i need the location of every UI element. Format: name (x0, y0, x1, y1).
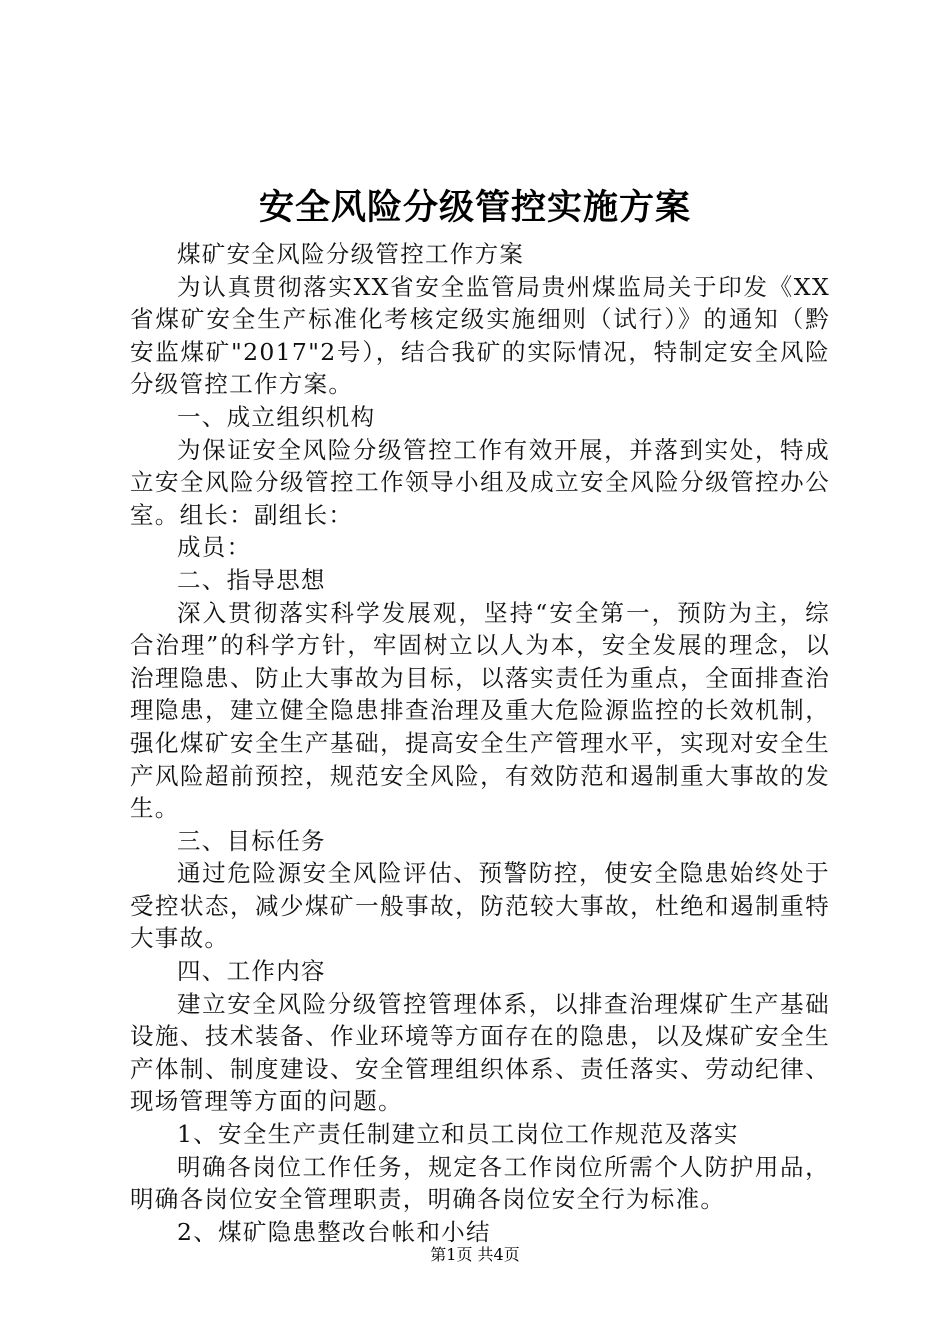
subsection-heading-2: 2、煤矿隐患整改台帐和小结 (177, 1217, 491, 1246)
page-footer: 第1页 共4页 (430, 1245, 520, 1264)
section-heading-2: 二、指导思想 (177, 565, 326, 594)
document-title: 安全风险分级管控实施方案 (258, 187, 691, 228)
paragraph-guiding-thought: 深入贯彻落实科学发展观，坚持“安全第一，预防为主，综合治理”的科学方针，牢固树立以人为本，安全发展的理念，以治理隐患、防止大事故为目标，以落实责任为重点，全面排查治理隐患，建立健全隐患排查治理及重大危险源监控的长效机制，强化煤矿安全生产基础，提高安全生产管理水平，实现对安全生产风险超前预控，规范安全风险，有效防范和遏制重大事故的发生。 (130, 598, 830, 823)
section-heading-3: 三、目标任务 (177, 826, 326, 855)
paragraph-intro: 为认真贯彻落实XX省安全监管局贵州煤监局关于印发《XX省煤矿安全生产标准化考核定级实施细则（试行）》的通知（黔安监煤矿"2017"2号），结合我矿的实际情况，特制定安全风险分级管控工作方案。 (130, 272, 830, 399)
paragraph-goals: 通过危险源安全风险评估、预警防控，使安全隐患始终处于受控状态，减少煤矿一般事故，防范较大事故，杜绝和遏制重特大事故。 (130, 859, 830, 953)
paragraph-members: 成员： (177, 533, 252, 562)
subsection-heading-1: 1、安全生产责任制建立和员工岗位工作规范及落实 (177, 1120, 739, 1149)
section-heading-4: 四、工作内容 (177, 957, 326, 986)
document-body (130, 238, 830, 1248)
paragraph-responsibilities: 明确各岗位工作任务，规定各工作岗位所需个人防护用品，明确各岗位安全管理职责，明确各岗位安全行为标准。 (130, 1152, 830, 1214)
paragraph-organization: 为保证安全风险分级管控工作有效开展，并落到实处，特成立安全风险分级管控工作领导小组及成立安全风险分级管控办公室。组长：副组长： (130, 435, 830, 529)
section-heading-1: 一、成立组织机构 (177, 402, 376, 431)
paragraph-subtitle: 煤矿安全风险分级管控工作方案 (177, 240, 525, 268)
paragraph-work-content: 建立安全风险分级管控管理体系，以排查治理煤矿生产基础设施、技术装备、作业环境等方面存在的隐患，以及煤矿安全生产体制、制度建设、安全管理组织体系、责任落实、劳动纪律、现场管理等方面的问题。 (130, 989, 830, 1116)
